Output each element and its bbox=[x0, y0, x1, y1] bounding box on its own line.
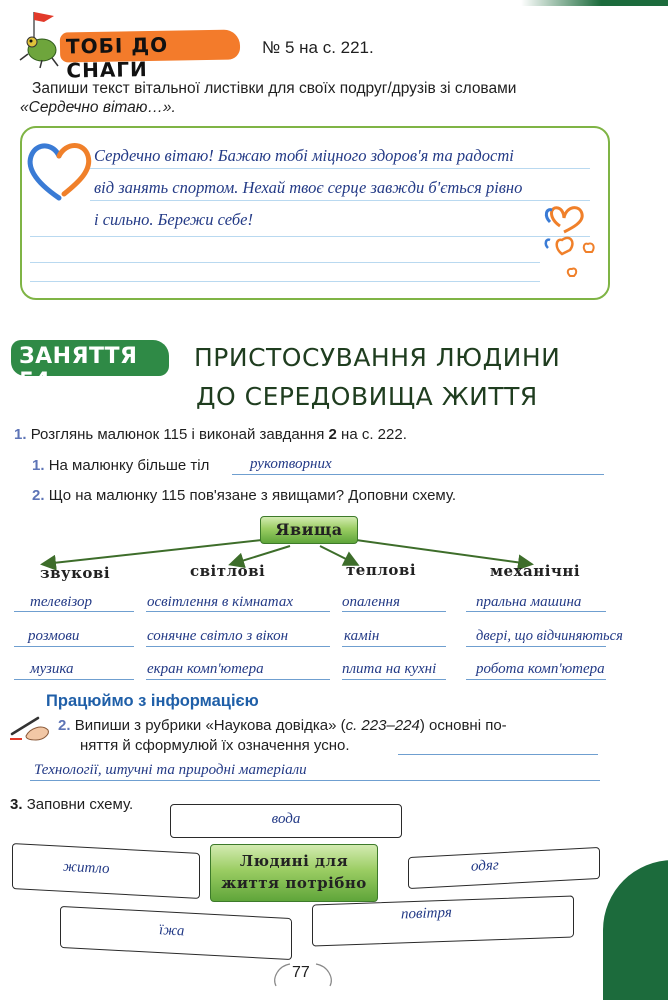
scheme2-bottom-left-box: їжа bbox=[60, 906, 292, 960]
light-item-3: екран комп'ютера bbox=[147, 661, 264, 677]
info-answer: Технології, штучні та природні матеріали bbox=[34, 762, 307, 778]
scheme2-left-box: житло bbox=[12, 843, 200, 899]
scheme2-bottom-right-box: повітря bbox=[312, 895, 574, 946]
task1-sub1: 1. На малюнку більше тіл bbox=[32, 457, 210, 474]
instruction-line-1: Запиши текст вітальної листівки для своїх подруг/друзів зі словами bbox=[32, 80, 517, 97]
category-heat: теплові bbox=[346, 561, 417, 579]
sound-item-3: музика bbox=[30, 661, 74, 677]
heat-item-2: камін bbox=[344, 628, 380, 644]
sub1-answer: рукотворних bbox=[250, 456, 332, 472]
corner-decoration bbox=[603, 860, 668, 1000]
section-badge: ТОБІ ДО СНАГИ bbox=[60, 29, 240, 62]
info-heading: Працюймо з інформацією bbox=[46, 692, 259, 710]
task3-text: 3. Заповни схему. bbox=[10, 796, 134, 813]
heat-item-1: опалення bbox=[342, 594, 400, 610]
sound-item-2: розмови bbox=[28, 628, 80, 644]
category-light: світлові bbox=[190, 562, 266, 580]
task1-text: 1. Розглянь малюнок 115 і виконай завдання 2 на с. 222. bbox=[14, 426, 407, 443]
card-line-1: Сердечно вітаю! Бажаю тобі міцного здоров'я та радості bbox=[94, 146, 514, 165]
mech-item-1: пральна машина bbox=[476, 594, 582, 610]
scheme2-top-box: вода bbox=[170, 804, 402, 838]
card-line-2: від занять спортом. Нехай твоє серце завжди б'ється рівно bbox=[94, 178, 523, 197]
lesson-title-line-2: ДО СЕРЕДОВИЩА ЖИТТЯ bbox=[196, 382, 538, 411]
category-mechanical: механічні bbox=[490, 562, 581, 580]
page-number: 77 bbox=[292, 964, 310, 981]
mech-item-2: двері, що відчиняються bbox=[476, 628, 623, 644]
small-hearts-icon bbox=[540, 196, 600, 286]
info-task-line-2: няття й сформулюй їх означення усно. bbox=[80, 737, 350, 754]
sound-item-1: телевізор bbox=[30, 594, 93, 610]
scheme2-center-box: Людині для життя потрібно bbox=[210, 844, 378, 902]
category-sound: звукові bbox=[40, 564, 111, 582]
light-item-2: сонячне світло з вікон bbox=[147, 628, 289, 644]
light-item-1: освітлення в кімнатах bbox=[147, 594, 293, 610]
phenomena-box: Явища bbox=[260, 516, 358, 544]
exercise-reference: № 5 на с. 221. bbox=[262, 38, 374, 57]
card-line-3: і сильно. Бережи себе! bbox=[94, 210, 253, 229]
mech-item-3: робота комп'ютера bbox=[476, 661, 605, 677]
info-task-line-1: 2. Випиши з рубрики «Наукова довідка» (с. 223–224) основні по- bbox=[58, 717, 507, 734]
task1-sub2: 2. Що на малюнку 115 пов'язане з явищами? Доповни схему. bbox=[32, 487, 457, 504]
heat-item-3: плита на кухні bbox=[342, 661, 437, 677]
scheme2-right-box: одяг bbox=[408, 847, 600, 889]
lesson-badge: ЗАНЯТТЯ 54. bbox=[11, 340, 169, 376]
writing-hand-icon bbox=[8, 712, 52, 742]
lesson-title-line-1: ПРИСТОСУВАННЯ ЛЮДИНИ bbox=[194, 343, 561, 372]
heart-icon bbox=[24, 136, 94, 206]
instruction-line-2: «Сердечно вітаю…». bbox=[20, 99, 176, 116]
top-stripe bbox=[0, 0, 668, 6]
